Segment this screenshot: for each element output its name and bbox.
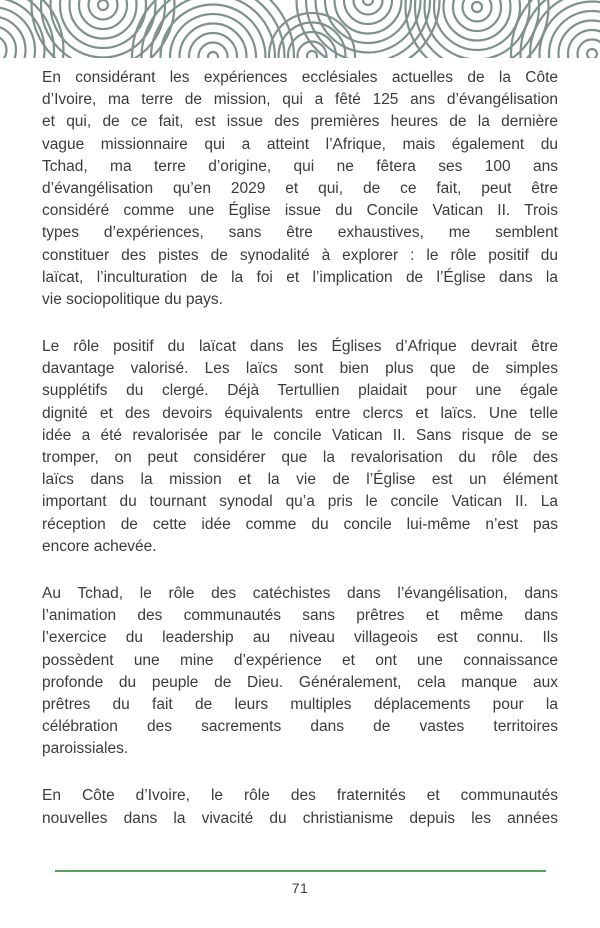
header-pattern-band [0, 0, 600, 58]
text-line: constituer des pistes de synodalité à explorer : le rôle positif du [42, 246, 558, 264]
text-line: possèdent une mine d’expérience et ont une connaissance [42, 651, 558, 669]
page-number: 71 [291, 880, 309, 896]
text-line: et qui, de ce fait, est issue des premières heures de la dernière [42, 113, 558, 131]
text-line: En Côte d’Ivoire, le rôle des fraternités et communautés [42, 787, 558, 805]
text-line: encore achevée. [42, 537, 157, 555]
text-line: paroissiales. [42, 740, 129, 758]
paragraph [42, 785, 558, 829]
text-line: Le rôle positif du laïcat dans les Églises d’Afrique devrait être [42, 338, 558, 356]
text-line: tromper, on peut considérer que la revalorisation du rôle des [42, 449, 558, 466]
page-body-text [42, 58, 558, 855]
text-line: Au Tchad, le rôle des catéchistes dans l’évangélisation, dans [42, 584, 558, 602]
text-line: l’exercice du leadership au niveau villageois est connu. Ils [42, 629, 558, 647]
paragraph [42, 583, 558, 761]
paragraph [42, 336, 558, 558]
text-line: prêtres du fait de leurs multiples déplacements pour la [42, 695, 558, 713]
text-line: d’évangélisation qu’en 2029 et qui, de ce fait, peut être [42, 179, 558, 197]
text-line: réception de cette idée comme du concile lui-même n’est pas [42, 515, 558, 533]
text-line: Tchad, ma terre d’origine, qui ne fêtera ses 100 ans [42, 157, 558, 175]
text-line: profonde du peuple de Dieu. Généralement, cela manque aux [42, 673, 558, 691]
text-line: davantage valorisé. Les laïcs sont bien plus que de simples [42, 360, 558, 378]
text-line: d’Ivoire, ma terre de mission, qui a fêté 125 ans d’évangélisation [42, 91, 558, 109]
text-line: En considérant les expériences ecclésiales actuelles de la Côte [42, 69, 558, 86]
text-line: important du tournant synodal qu’a pris le concile Vatican II. La [42, 493, 558, 511]
text-line: nouvelles dans la vivacité du christianisme depuis les années [42, 809, 558, 827]
text-line: célébration des sacrements dans de vastes territoires [42, 718, 558, 736]
text-line: l’animation des communautés sans prêtres et même dans [42, 607, 558, 625]
footer-divider-line [55, 870, 546, 872]
text-line: laïcs dans la mission et la vie de l’Église est un élément [42, 471, 558, 489]
text-line: dignité et des devoirs équivalents entre clercs et laïcs. Une telle [42, 404, 558, 422]
text-line: considéré comme une Église issue du Concile Vatican II. Trois [42, 202, 558, 220]
concentric-circles-pattern-icon [0, 0, 600, 58]
text-line: types d’expériences, sans être exhaustives, me semblent [42, 224, 558, 242]
text-line: idée a été revalorisée par le concile Vatican II. Sans risque de se [42, 426, 558, 444]
text-line: vague missionnaire qui a atteint l’Afrique, mais également du [42, 135, 558, 153]
text-line: laïcat, l’inculturation de la foi et l’implication de l’Église dans la [42, 268, 558, 286]
text-line: supplétifs du clergé. Déjà Tertullien plaidait pour une égale [42, 382, 558, 400]
paragraph [42, 67, 558, 311]
text-line: vie sociopolitique du pays. [42, 290, 223, 308]
